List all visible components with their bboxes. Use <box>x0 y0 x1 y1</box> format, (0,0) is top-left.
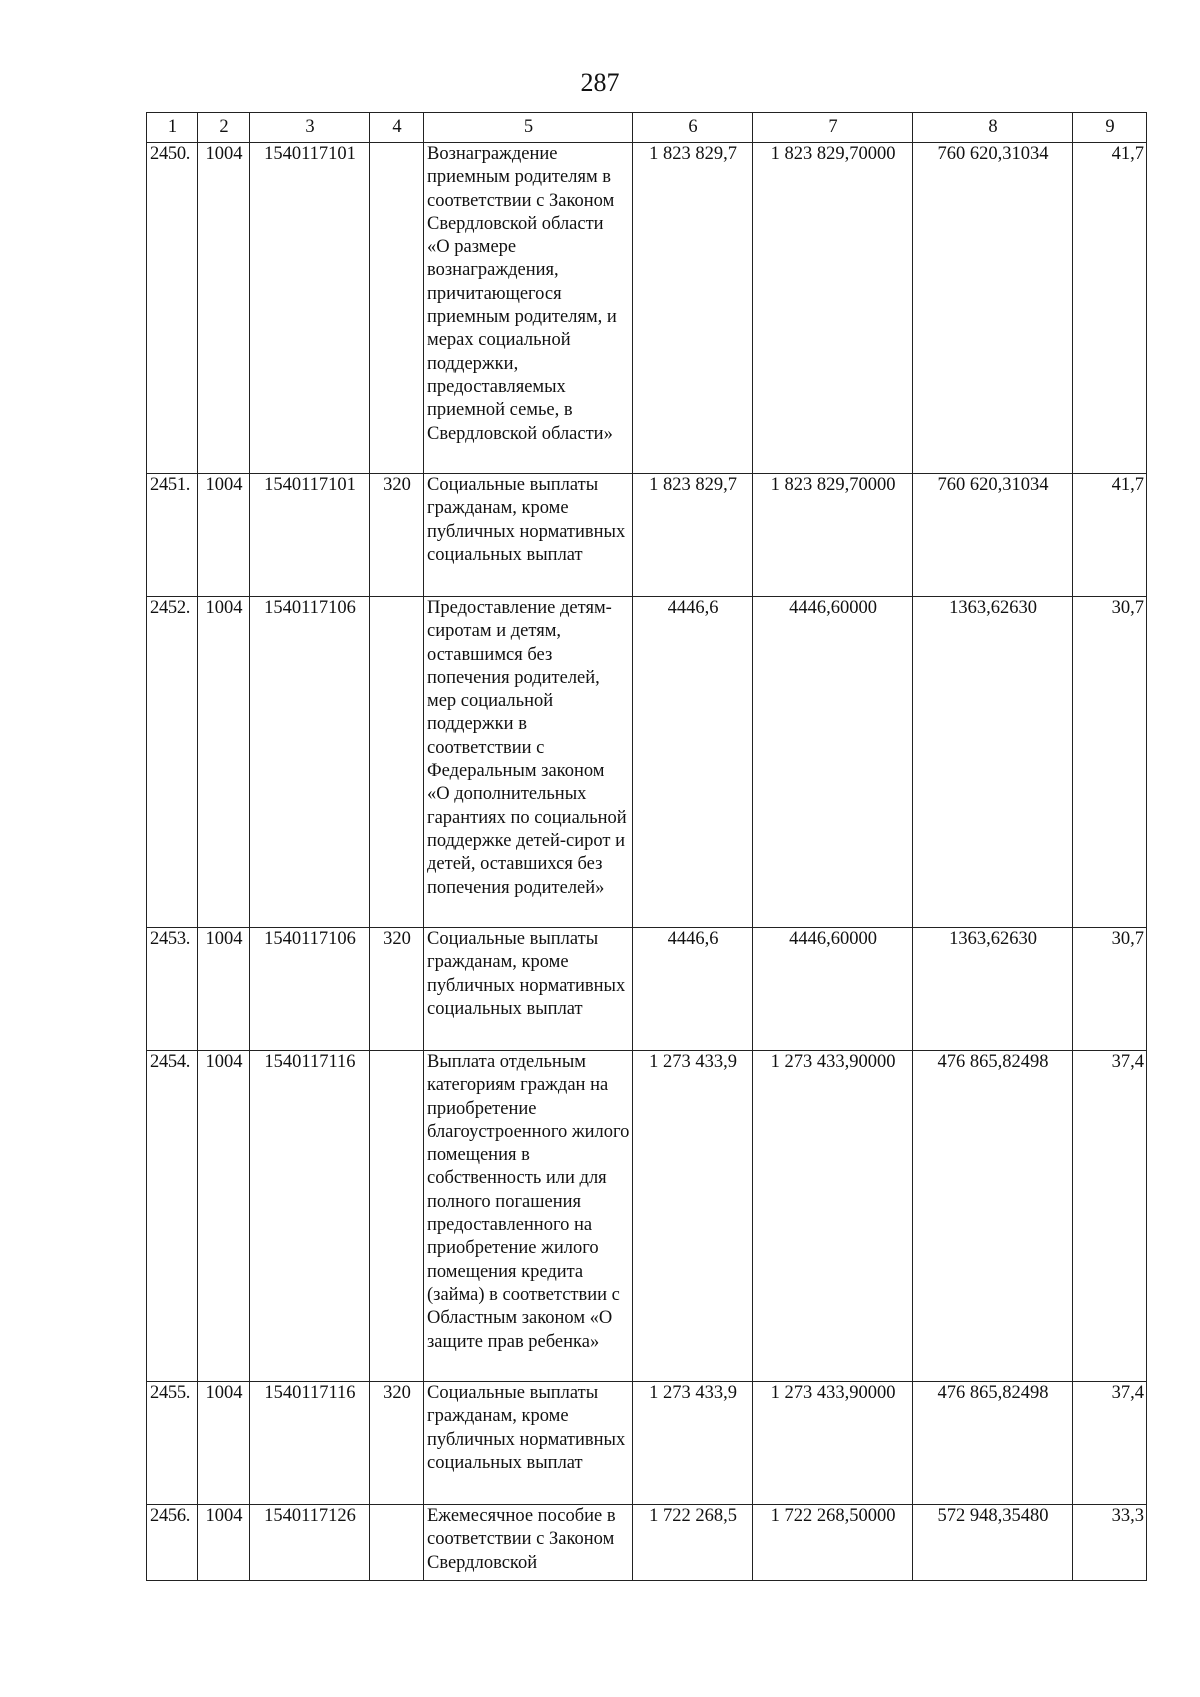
column-header: 7 <box>753 113 913 143</box>
expense-type <box>370 1505 424 1581</box>
row-number: 2455. <box>147 1382 198 1505</box>
expense-type: 320 <box>370 474 424 597</box>
execution-percent: 30,7 <box>1073 928 1147 1051</box>
approved-amount: 1 722 268,50000 <box>753 1505 913 1581</box>
execution-percent: 41,7 <box>1073 474 1147 597</box>
expense-type <box>370 143 424 474</box>
section-code: 1004 <box>198 597 250 928</box>
column-header: 9 <box>1073 113 1147 143</box>
plan-amount: 1 273 433,9 <box>633 1051 753 1382</box>
plan-amount: 1 273 433,9 <box>633 1382 753 1505</box>
column-header: 6 <box>633 113 753 143</box>
section-code: 1004 <box>198 143 250 474</box>
plan-amount: 4446,6 <box>633 928 753 1051</box>
approved-amount: 1 823 829,70000 <box>753 474 913 597</box>
execution-percent: 37,4 <box>1073 1382 1147 1505</box>
column-header: 3 <box>250 113 370 143</box>
approved-amount: 4446,60000 <box>753 928 913 1051</box>
row-number: 2451. <box>147 474 198 597</box>
column-header: 4 <box>370 113 424 143</box>
section-code: 1004 <box>198 1382 250 1505</box>
section-code: 1004 <box>198 474 250 597</box>
expense-type: 320 <box>370 928 424 1051</box>
plan-amount: 1 823 829,7 <box>633 474 753 597</box>
row-number: 2456. <box>147 1505 198 1581</box>
plan-amount: 4446,6 <box>633 597 753 928</box>
execution-percent: 30,7 <box>1073 597 1147 928</box>
approved-amount: 1 823 829,70000 <box>753 143 913 474</box>
executed-amount: 760 620,31034 <box>913 143 1073 474</box>
target-code: 1540117116 <box>250 1051 370 1382</box>
item-name: Вознаграждение приемным родителям в соответствии с Законом Свердловской области «О размере вознаграждения, причитающегося приемным родителям, и мерах социальной поддержки, предоставляемых приемной семье, в Свердловской области» <box>424 143 633 474</box>
column-header: 5 <box>424 113 633 143</box>
item-name: Социальные выплаты гражданам, кроме публичных нормативных социальных выплат <box>424 928 633 1051</box>
row-number: 2453. <box>147 928 198 1051</box>
row-number: 2452. <box>147 597 198 928</box>
approved-amount: 1 273 433,90000 <box>753 1382 913 1505</box>
expense-type <box>370 597 424 928</box>
column-header: 2 <box>198 113 250 143</box>
item-name: Социальные выплаты гражданам, кроме публичных нормативных социальных выплат <box>424 1382 633 1505</box>
row-number: 2450. <box>147 143 198 474</box>
item-name: Выплата отдельным категориям граждан на приобретение благоустроенного жилого помещения в собственность или для полного погашения предоставленного на приобретение жилого помещения кредита (займа) в соответствии с Областным законом «О защите прав ребенка» <box>424 1051 633 1382</box>
item-name: Предоставление детям-сиротам и детям, оставшимся без попечения родителей, мер социальной поддержки в соответствии с Федеральным законом «О дополнительных гарантиях по социальной поддержке детей-сирот и детей, оставшихся без попечения родителей» <box>424 597 633 928</box>
table-row <box>147 928 1147 1051</box>
plan-amount: 1 722 268,5 <box>633 1505 753 1581</box>
target-code: 1540117101 <box>250 474 370 597</box>
table-row <box>147 597 1147 928</box>
page-number: 287 <box>580 68 620 97</box>
approved-amount: 1 273 433,90000 <box>753 1051 913 1382</box>
target-code: 1540117116 <box>250 1382 370 1505</box>
executed-amount: 1363,62630 <box>913 928 1073 1051</box>
executed-amount: 476 865,82498 <box>913 1051 1073 1382</box>
executed-amount: 760 620,31034 <box>913 474 1073 597</box>
executed-amount: 572 948,35480 <box>913 1505 1073 1581</box>
budget-table <box>146 112 1147 1581</box>
execution-percent: 37,4 <box>1073 1051 1147 1382</box>
column-header: 8 <box>913 113 1073 143</box>
item-name: Социальные выплаты гражданам, кроме публичных нормативных социальных выплат <box>424 474 633 597</box>
executed-amount: 476 865,82498 <box>913 1382 1073 1505</box>
row-number: 2454. <box>147 1051 198 1382</box>
table-row <box>147 474 1147 597</box>
column-header: 1 <box>147 113 198 143</box>
plan-amount: 1 823 829,7 <box>633 143 753 474</box>
section-code: 1004 <box>198 1505 250 1581</box>
expense-type <box>370 1051 424 1382</box>
table-row <box>147 1382 1147 1505</box>
item-name: Ежемесячное пособие в соответствии с Законом Свердловской <box>424 1505 633 1581</box>
expense-type: 320 <box>370 1382 424 1505</box>
table-row <box>147 1051 1147 1382</box>
section-code: 1004 <box>198 1051 250 1382</box>
section-code: 1004 <box>198 928 250 1051</box>
target-code: 1540117106 <box>250 597 370 928</box>
table-row <box>147 1505 1147 1581</box>
target-code: 1540117106 <box>250 928 370 1051</box>
header-row <box>147 113 1147 143</box>
execution-percent: 41,7 <box>1073 143 1147 474</box>
target-code: 1540117126 <box>250 1505 370 1581</box>
executed-amount: 1363,62630 <box>913 597 1073 928</box>
execution-percent: 33,3 <box>1073 1505 1147 1581</box>
table-row <box>147 143 1147 474</box>
approved-amount: 4446,60000 <box>753 597 913 928</box>
target-code: 1540117101 <box>250 143 370 474</box>
